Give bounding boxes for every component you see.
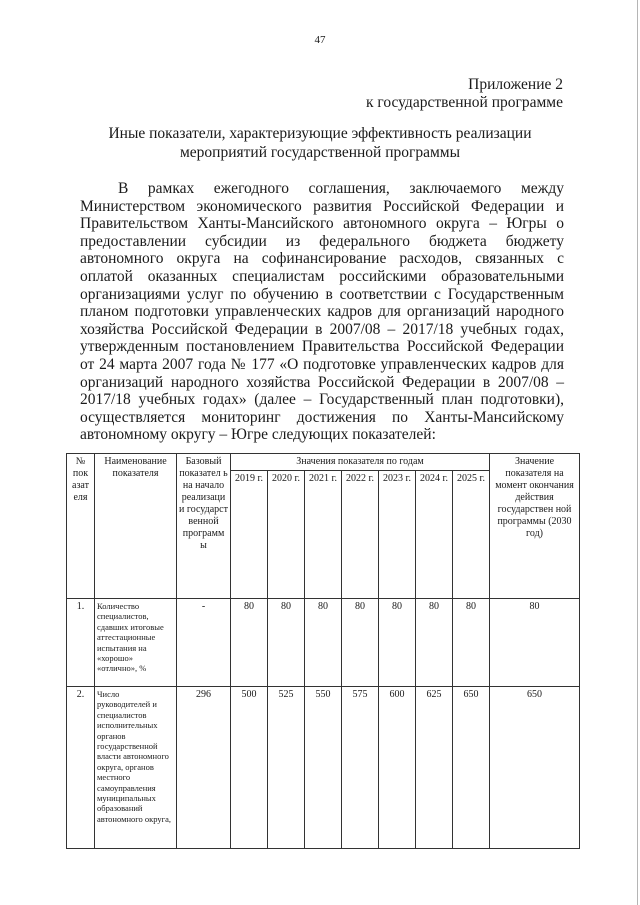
page-number: 47 <box>314 34 326 46</box>
row-value: 80 <box>231 599 268 687</box>
row-value: 625 <box>416 687 453 849</box>
row-name: Количество специалистов, сдавших итоговые аттестационные испытания на «хорошо» «отлично», % <box>95 599 177 687</box>
header-year: 2020 г. <box>268 471 305 599</box>
header-year: 2021 г. <box>305 471 342 599</box>
row-final: 80 <box>490 599 580 687</box>
header-values-by-year: Значения показателя по годам <box>231 454 490 471</box>
table-row <box>67 599 580 687</box>
row-value: 500 <box>231 687 268 849</box>
row-num: 2. <box>67 687 95 849</box>
row-value: 525 <box>268 687 305 849</box>
header-final: Значение показателя на момент окончания действия государствен ной программы (2030 год) <box>490 454 580 599</box>
row-value: 80 <box>416 599 453 687</box>
header-name: Наименование показателя <box>95 454 177 599</box>
header-year: 2022 г. <box>342 471 379 599</box>
intro-paragraph: В рамках ежегодного соглашения, заключаемого между Министерством экономического развития Российской Федерации и Правительством Ханты-Мансийского автономного округа – Югры о предоставлении субсидии из федерального бюджета бюджету автономного округа на софинансирование расходов, связанных с оплатой оказанных специалистам российскими образовательными организациями услуг по обучению в соответствии с Государственным планом подготовки управленческих кадров для организаций народного хозяйства Российской Федерации в 2007/08 – 2017/18 учебных годах, утвержденным постановлением Правительства Российской Федерации от 24 марта 2007 года № 177 «О подготовке управленческих кадров для организаций народного хозяйства Российской Федерации в 2007/08 – 2017/18 учебных годах» (далее – Государственный план подготовки), осуществляется мониторинг достижения по Ханты-Мансийскому автономному округу – Югре следующих показателей: <box>80 180 564 444</box>
title-line-1: Иные показатели, характеризующие эффективность реализации <box>108 125 532 142</box>
row-base: 296 <box>177 687 231 849</box>
document-title <box>60 124 580 162</box>
indicators-table <box>66 453 580 849</box>
row-value: 80 <box>379 599 416 687</box>
row-value: 575 <box>342 687 379 849</box>
page-edge-line <box>637 0 638 905</box>
header-num: № пок азат еля <box>67 454 95 599</box>
row-value: 550 <box>305 687 342 849</box>
row-value: 80 <box>305 599 342 687</box>
header-year: 2019 г. <box>231 471 268 599</box>
header-year: 2023 г. <box>379 471 416 599</box>
table-row <box>67 687 580 849</box>
appendix-line-2: к государственной программе <box>365 94 563 111</box>
row-num: 1. <box>67 599 95 687</box>
table-header-row <box>67 454 580 471</box>
header-base: Базовый показател ь на начало реализаци и государст венной программ ы <box>177 454 231 599</box>
header-year: 2025 г. <box>453 471 490 599</box>
row-value: 80 <box>342 599 379 687</box>
row-final: 650 <box>490 687 580 849</box>
row-value: 600 <box>379 687 416 849</box>
appendix-heading <box>366 76 563 112</box>
row-name: Число руководителей и специалистов исполнительных органов государственной власти автономного округа, органов местного самоуправления муниципальных образований автономного округа, <box>95 687 177 849</box>
row-value: 80 <box>268 599 305 687</box>
header-year: 2024 г. <box>416 471 453 599</box>
title-line-2: мероприятий государственной программы <box>179 144 461 161</box>
row-value: 650 <box>453 687 490 849</box>
appendix-line-1: Приложение 2 <box>468 76 563 93</box>
row-base: - <box>177 599 231 687</box>
row-value: 80 <box>453 599 490 687</box>
